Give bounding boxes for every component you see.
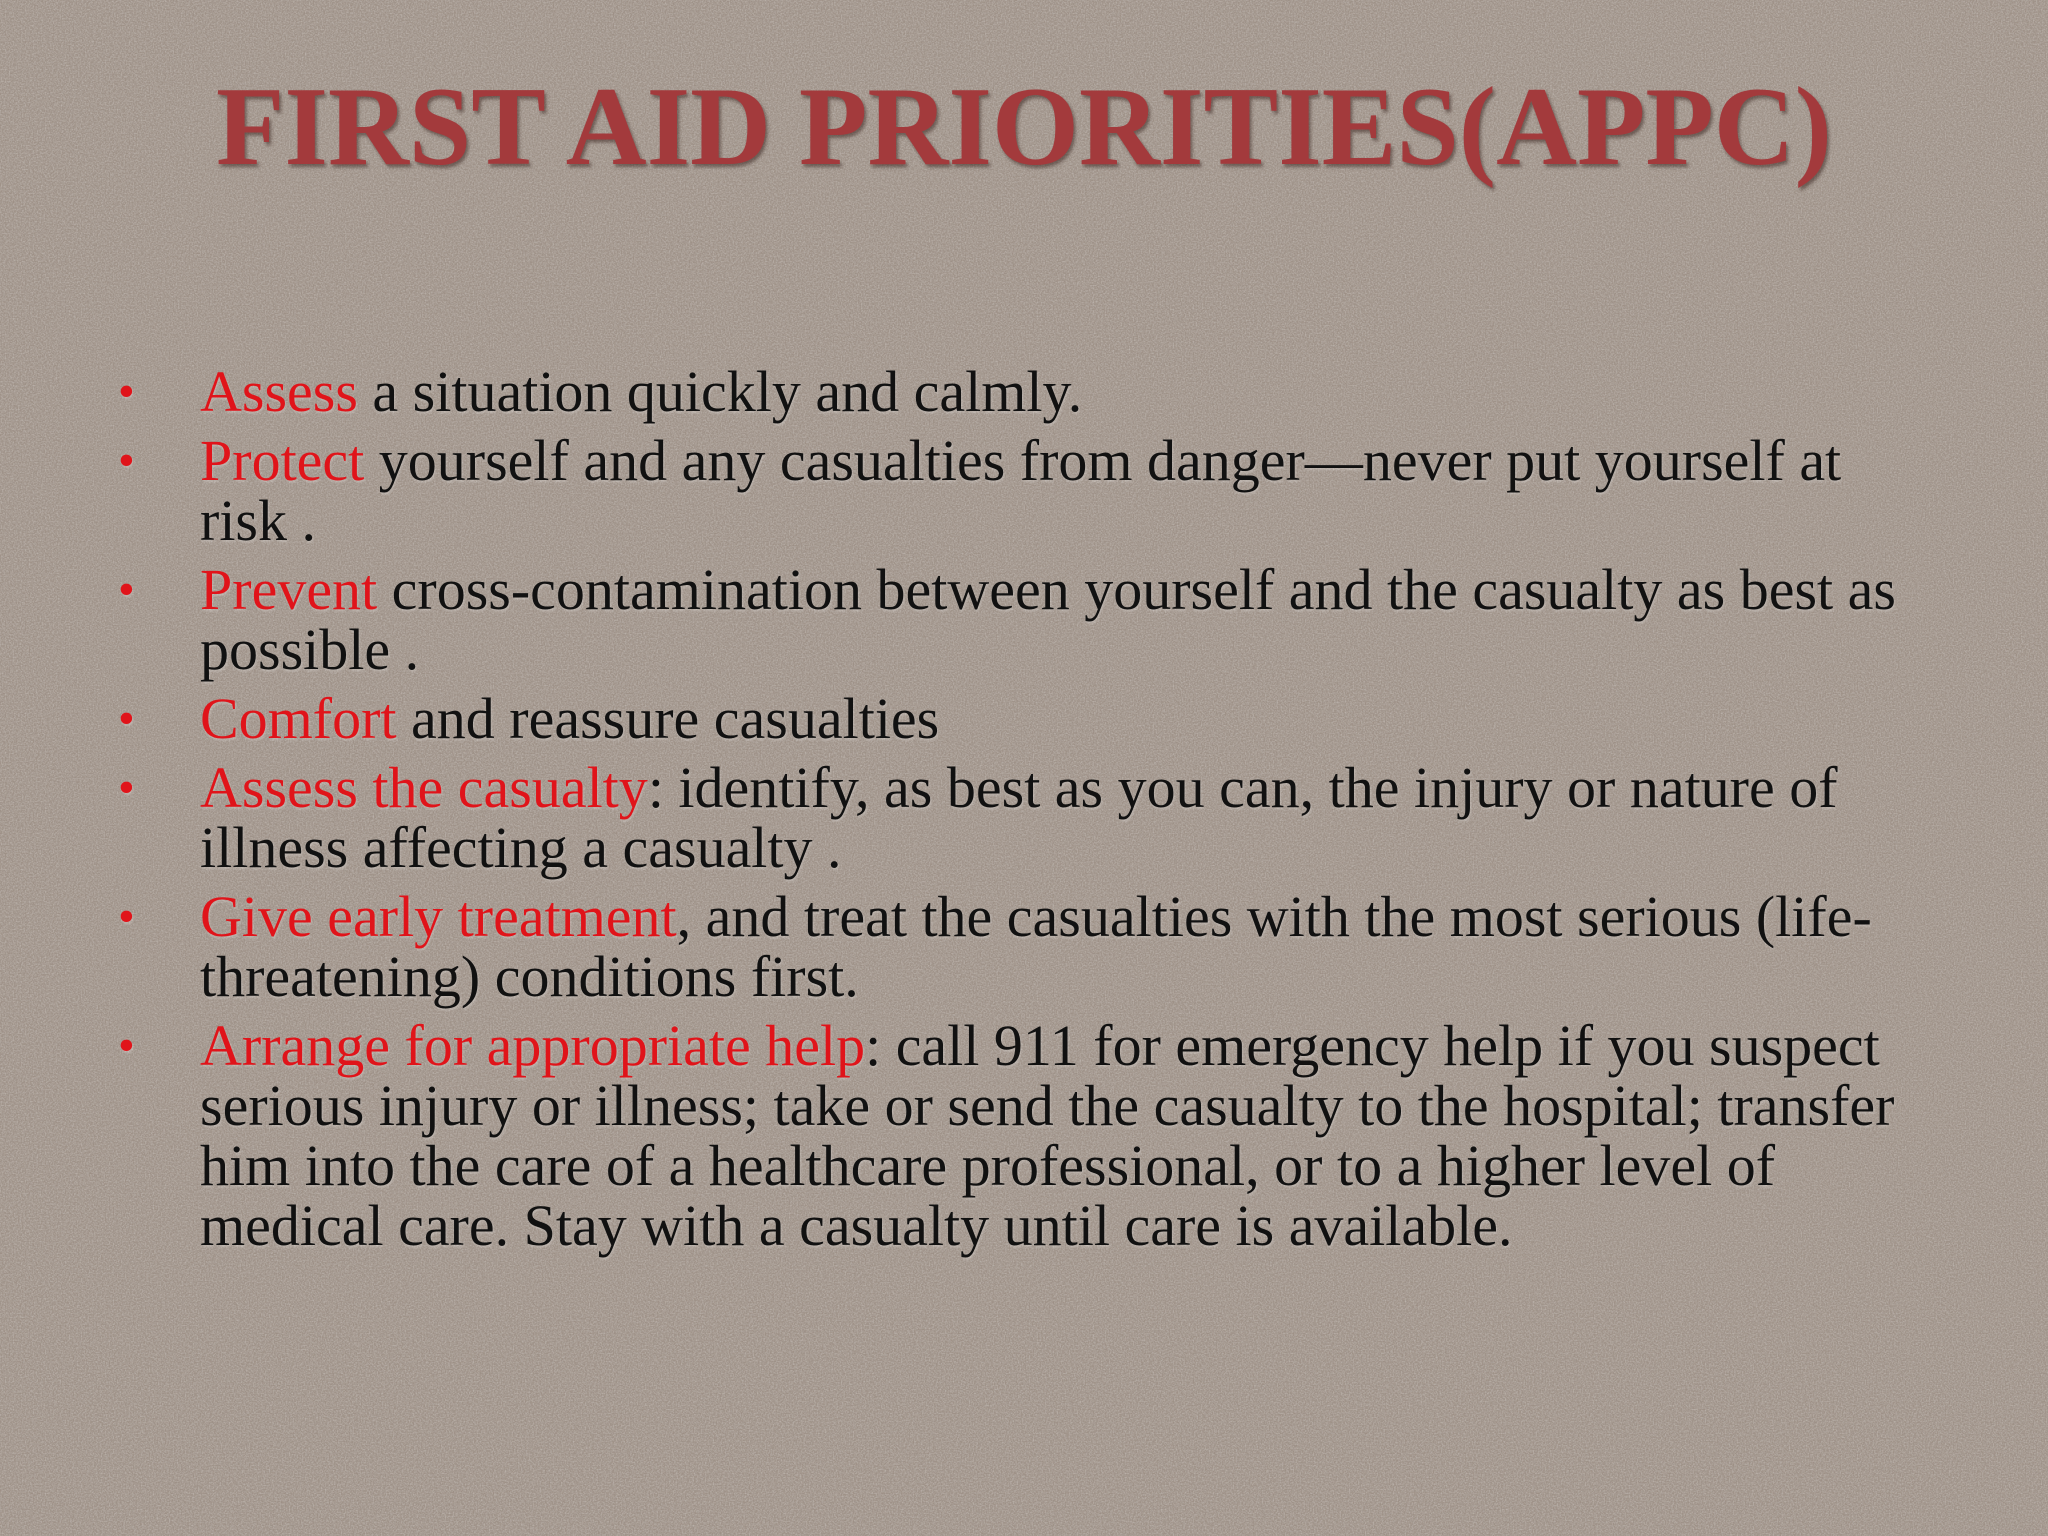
list-item (118, 686, 1938, 751)
item-keyword: Protect (200, 428, 365, 493)
item-keyword: Comfort (200, 686, 397, 751)
bullet-icon: • (118, 1019, 135, 1072)
bullet-icon: • (118, 434, 135, 487)
item-keyword: Prevent (200, 557, 378, 622)
item-text: yourself and any casualties from danger—never put yourself at risk . (200, 428, 1842, 553)
item-text: cross-contamination between yourself and the casualty as best as possible . (200, 557, 1896, 682)
bullet-icon: • (118, 563, 135, 616)
list-item (118, 359, 1938, 424)
list-item (118, 557, 1938, 682)
slide-title: FIRST AID PRIORITIES(APPC) (216, 65, 1832, 189)
list-item (118, 884, 1938, 1009)
item-keyword: Assess (200, 359, 358, 424)
list-item (118, 755, 1938, 880)
priority-list (118, 359, 1938, 1265)
bullet-icon: • (118, 890, 135, 943)
bullet-icon: • (118, 692, 135, 745)
item-text: a situation quickly and calmly. (357, 359, 1083, 424)
item-text: : identify, as best as you can, the injury or nature of illness affecting a casualty . (200, 755, 1838, 880)
list-item (118, 428, 1938, 553)
item-keyword: Give early treatment (200, 884, 677, 949)
item-text: and reassure casualties (396, 686, 940, 751)
bullet-icon: • (118, 761, 135, 814)
item-text: : call 911 for emergency help if you suspect serious injury or illness; take or send the casualty to the hospital; transfer him into the care of a healthcare professional, or to a higher level of medical care. Stay with a casualty until care is available. (200, 1013, 1895, 1258)
item-keyword: Assess the casualty (200, 755, 648, 820)
item-keyword: Arrange for appropriate help (200, 1013, 866, 1078)
list-item (118, 1013, 1938, 1258)
item-text: , and treat the casualties with the most serious (life-threatening) conditions first. (200, 884, 1872, 1009)
bullet-icon: • (118, 365, 135, 418)
